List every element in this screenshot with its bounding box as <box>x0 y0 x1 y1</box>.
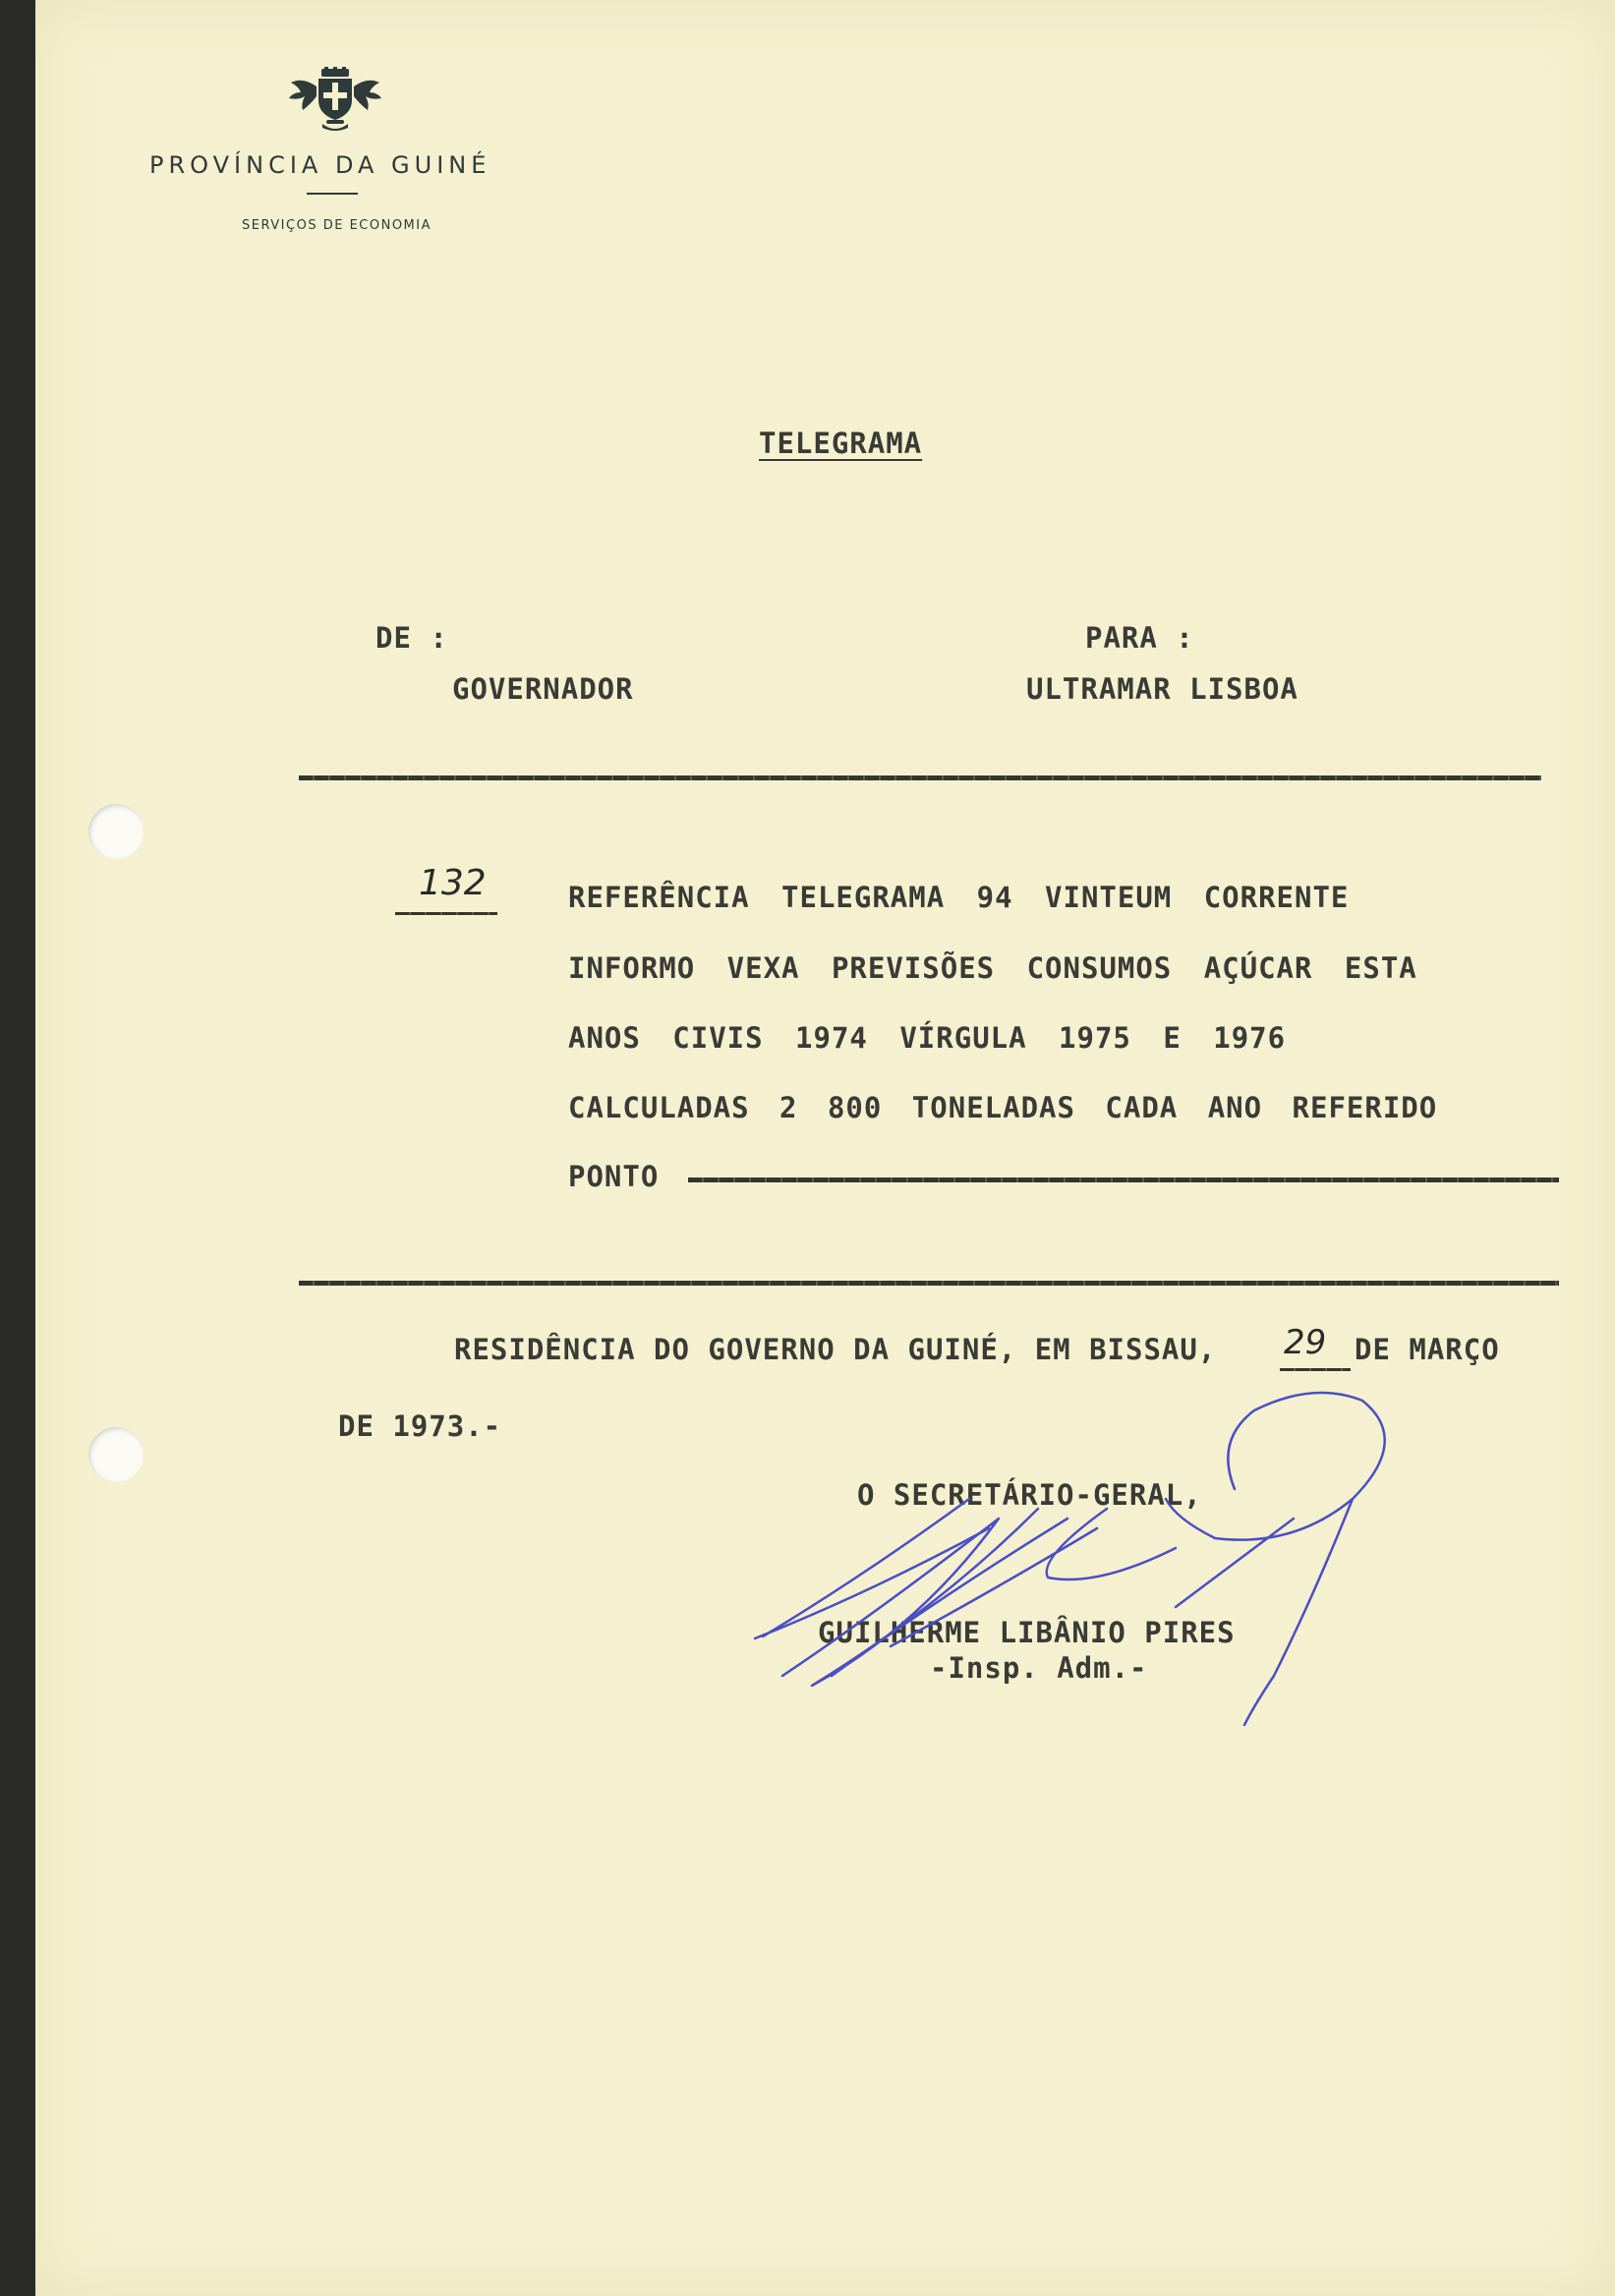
divider-bottom <box>299 1281 1559 1286</box>
body-end-line <box>688 1177 1559 1182</box>
to-value: ULTRAMAR LISBOA <box>1026 672 1298 706</box>
service-subtitle: SERVIÇOS DE ECONOMIA <box>242 218 432 233</box>
punch-hole-top <box>88 804 144 859</box>
province-title: PROVÍNCIA DA GUINÉ <box>149 151 491 179</box>
body-line-5: PONTO <box>568 1160 660 1193</box>
punch-hole-bottom <box>88 1427 144 1482</box>
to-label: PARA : <box>1085 621 1194 655</box>
body-line-3: ANOS CIVIS 1974 VÍRGULA 1975 E 1976 <box>568 1021 1287 1055</box>
signatory-name: GUILHERME LIBÂNIO PIRES <box>818 1616 1236 1649</box>
body-line-2: INFORMO VEXA PREVISÕES CONSUMOS AÇÚCAR ESTA <box>568 951 1417 985</box>
handwritten-signature <box>743 1381 1431 1735</box>
signatory-role: -Insp. Adm.- <box>930 1651 1148 1685</box>
document-page <box>35 0 1615 2296</box>
body-line-1: REFERÊNCIA TELEGRAMA 94 VINTEUM CORRENTE <box>568 881 1350 914</box>
letterhead-divider <box>307 193 358 195</box>
from-label: DE : <box>375 621 448 655</box>
divider-top <box>299 775 1541 780</box>
closing-year: DE 1973.- <box>338 1409 502 1443</box>
number-underline <box>395 912 497 915</box>
day-underline <box>1280 1368 1351 1371</box>
telegram-title: TELEGRAMA <box>759 427 923 460</box>
closing-place: RESIDÊNCIA DO GOVERNO DA GUINÉ, EM BISSAU, <box>454 1333 1217 1366</box>
closing-month: DE MARÇO <box>1355 1333 1500 1366</box>
coat-of-arms-icon <box>289 67 381 132</box>
telegram-number: 132 <box>419 863 487 903</box>
closing-day: 29 <box>1284 1323 1327 1362</box>
body-line-4: CALCULADAS 2 800 TONELADAS CADA ANO REFERIDO <box>568 1091 1438 1124</box>
signatory-title: O SECRETÁRIO-GERAL, <box>857 1478 1202 1512</box>
from-value: GOVERNADOR <box>452 672 634 706</box>
